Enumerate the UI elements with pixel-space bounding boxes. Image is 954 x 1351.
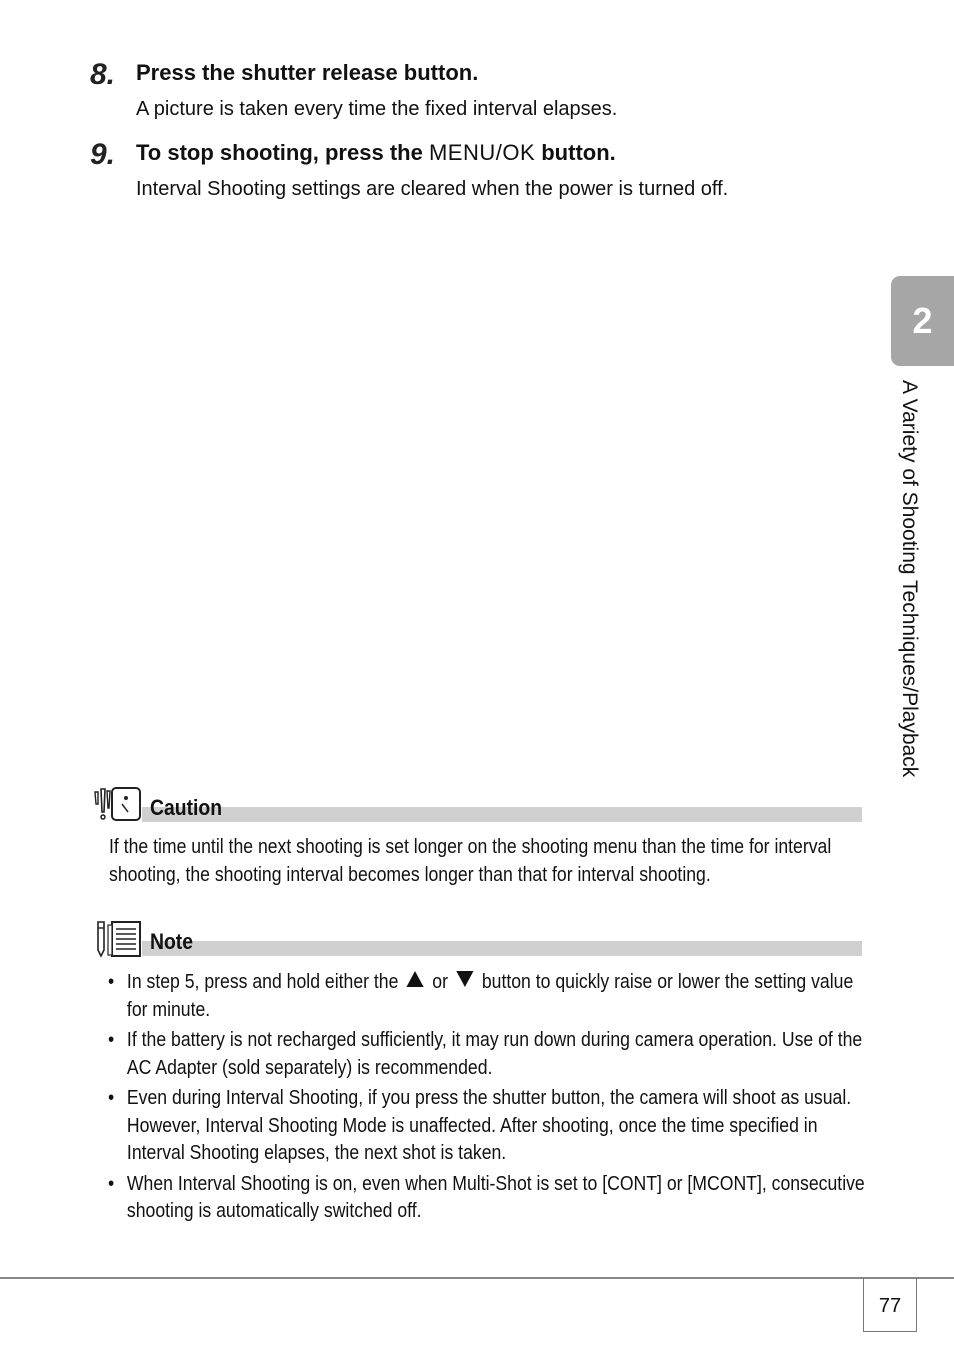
footer-rule (0, 1277, 954, 1279)
step-number: 9. (90, 138, 116, 171)
note-item: • Even during Interval Shooting, if you press the shutter button, the camera will shoot as usual. However, Interval Shooting Mode is unaffected. After shooting, once the time specified in Interval Shooting elapses, the next shot is taken. (108, 1084, 865, 1167)
caution-header (92, 786, 862, 822)
step-title-part: button. (535, 140, 616, 165)
note-list (108, 968, 865, 1228)
chapter-label: A Variety of Shooting Techniques/Playback (898, 380, 921, 778)
page-number-box (863, 1278, 917, 1332)
chapter-tab (891, 276, 954, 366)
note-icon (92, 920, 142, 958)
up-arrow-icon (407, 971, 424, 987)
note-item (108, 968, 865, 1023)
chapter-number: 2 (912, 300, 933, 341)
note-text: In step 5, press and hold either the (126, 970, 404, 993)
note-text: button to quickly raise or lower the setting value for minute. (126, 970, 854, 1021)
down-arrow-icon (456, 971, 473, 987)
note-title: Note (150, 929, 194, 954)
step-description: Interval Shooting settings are cleared when the power is turned off. (136, 178, 729, 200)
note-item: • If the battery is not recharged sufficiently, it may run down during camera operation. Use of the AC Adapter (sold separately) is recommended. (108, 1026, 865, 1081)
note-text: or (427, 970, 453, 993)
note-item: • When Interval Shooting is on, even when Multi-Shot is set to [CONT] or [MCONT], consecutive shooting is automatically switched off. (108, 1170, 865, 1225)
step-title (136, 140, 616, 166)
page-number: 77 (878, 1295, 902, 1317)
caution-title: Caution (150, 795, 223, 820)
caution-text: If the time until the next shooting is set longer on the shooting menu than the time for interval shooting, the shooting interval becomes longer than that for interval shooting. (109, 835, 832, 886)
step-title: Press the shutter release button. (136, 60, 479, 85)
step-description: A picture is taken every time the fixed interval elapses. (136, 98, 618, 120)
step-number: 8. (90, 58, 116, 91)
caution-icon (92, 786, 142, 824)
note-header (92, 920, 862, 956)
menu-ok-button-label: MENU/OK (428, 140, 536, 165)
note-header-bar (92, 941, 862, 956)
step-title-part: To stop shooting, press the (136, 140, 429, 165)
